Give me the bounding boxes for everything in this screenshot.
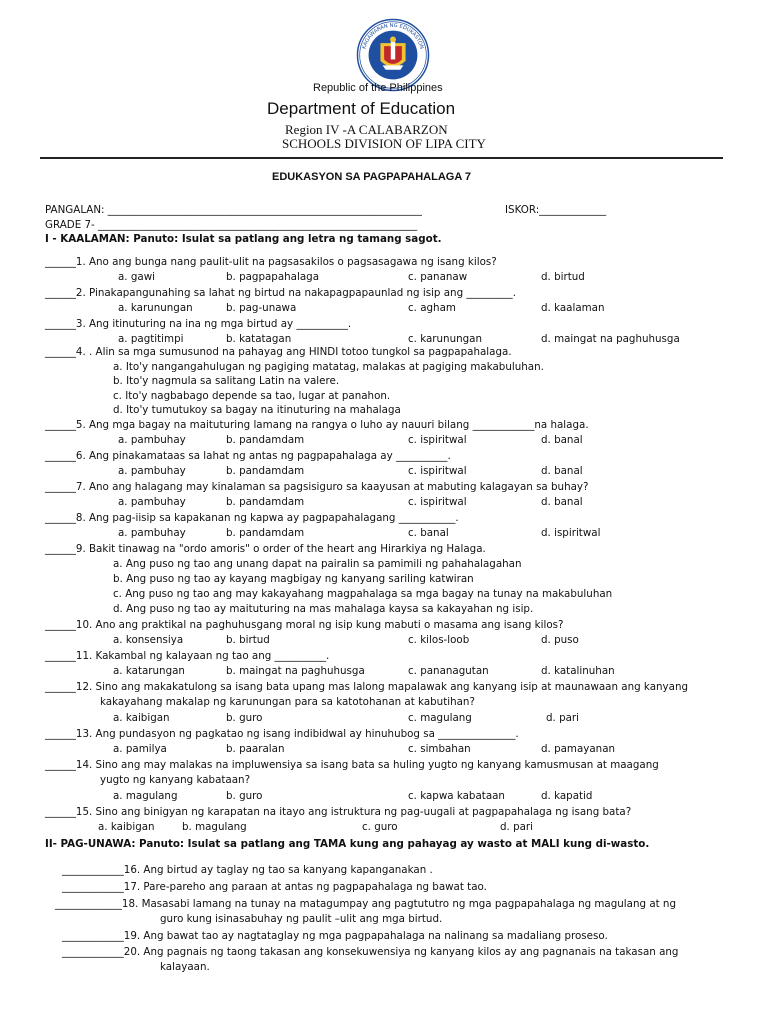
q10-choice-c: c. kilos-loob bbox=[408, 634, 470, 646]
statement-17: ____________17. Pare-pareho ang paraan at antas ng pagpapahalaga ng bawat tao. bbox=[62, 881, 487, 893]
q1-choice-a: a. gawi bbox=[118, 271, 155, 283]
q12-choice-c: c. magulang bbox=[408, 712, 472, 724]
q13-choice-d: d. pamayanan bbox=[541, 743, 616, 755]
exam-title: EDUKASYON SA PAGPAPAHALAGA 7 bbox=[272, 171, 472, 183]
q2-choice-d: d. kaalaman bbox=[541, 302, 605, 314]
statement-20-cont: kalayaan. bbox=[160, 961, 210, 973]
q6-choice-a: a. pambuhay bbox=[118, 465, 186, 477]
question-6: ______6. Ang pinakamataas sa lahat ng antas ng pagpapahalaga ay __________. bbox=[45, 450, 451, 462]
republic-line: Republic of the Philippines bbox=[313, 82, 443, 94]
q13-choice-b: b. paaralan bbox=[226, 743, 285, 755]
q4-choice-b: b. Ito'y nagmula sa salitang Latin na valere. bbox=[113, 375, 340, 387]
q3-choice-a: a. pagtitimpi bbox=[118, 333, 184, 345]
q13-choice-a: a. pamilya bbox=[113, 743, 167, 755]
q1-choice-c: c. pananaw bbox=[408, 271, 468, 283]
question-15: ______15. Sino ang binigyan ng karapatan na itayo ang istruktura ng pag-uugali at pagpapahalaga ng isang bata? bbox=[45, 806, 632, 818]
q2-choice-b: b. pag-unawa bbox=[226, 302, 297, 314]
q11-choice-c: c. pananagutan bbox=[408, 665, 489, 677]
q1-choice-b: b. pagpapahalaga bbox=[226, 271, 320, 283]
question-1: ______1. Ano ang bunga nang paulit-ulit na pagsasakilos o pagsasagawa ng isang kilos? bbox=[45, 256, 497, 268]
part2-heading: II- PAG-UNAWA: Panuto: Isulat sa patlang ang TAMA kung ang pahayag ay wasto at MALI kung di-wasto. bbox=[45, 838, 650, 850]
q1-choice-d: d. birtud bbox=[541, 271, 585, 283]
q4-choice-c: c. Ito'y nagbabago depende sa tao, lugar at panahon. bbox=[113, 390, 391, 402]
statement-19: ____________19. Ang bawat tao ay nagtataglay ng mga pagpapahalaga na nalinang sa madaliang proseso. bbox=[62, 930, 608, 942]
q3-choice-d: d. maingat na paghuhusga bbox=[541, 333, 680, 345]
score-field[interactable]: ISKOR:_____________ bbox=[505, 204, 607, 216]
statement-16: ____________16. Ang birtud ay taglay ng tao sa kanyang kapanganakan . bbox=[62, 864, 433, 876]
q5-choice-c: c. ispiritwal bbox=[408, 434, 467, 446]
q8-choice-a: a. pambuhay bbox=[118, 527, 186, 539]
q8-choice-c: c. banal bbox=[408, 527, 449, 539]
question-5: ______5. Ang mga bagay na maituturing lamang na rangya o luho ay nauuri bilang ____________na halaga. bbox=[45, 419, 589, 431]
deped-seal-logo bbox=[356, 18, 430, 92]
q13-choice-c: c. simbahan bbox=[408, 743, 471, 755]
question-12-cont: kakayahang makalap ng karunungan para sa katotohanan at kabutihan? bbox=[100, 696, 475, 708]
q5-choice-a: a. pambuhay bbox=[118, 434, 186, 446]
question-8: ______8. Ang pag-iisip sa kapakanan ng kapwa ay pagpapahalagang ___________. bbox=[45, 512, 459, 524]
department-title: Department of Education bbox=[267, 99, 456, 118]
question-2: ______2. Pinakapangunahing sa lahat ng birtud na nakapagpapaunlad ng isip ang _________. bbox=[45, 287, 516, 299]
q11-choice-b: b. maingat na paghuhusga bbox=[226, 665, 365, 677]
q12-choice-b: b. guro bbox=[226, 712, 263, 724]
q3-choice-b: b. katatagan bbox=[226, 333, 292, 345]
q14-choice-a: a. magulang bbox=[113, 790, 178, 802]
name-field[interactable]: PANGALAN: _____________________________________________________________ bbox=[45, 204, 422, 216]
seal-text-bottom: REPUBLIKA NG PILIPINAS bbox=[372, 67, 414, 81]
q6-choice-c: c. ispiritwal bbox=[408, 465, 467, 477]
question-4: ______4. . Alin sa mga sumusunod na pahayag ang HINDI totoo tungkol sa pagpapahalaga. bbox=[45, 346, 512, 358]
q10-choice-d: d. puso bbox=[541, 634, 579, 646]
q4-choice-a: a. Ito'y nangangahulugan ng pagiging matatag, malakas at pagiging makabuluhan. bbox=[113, 361, 544, 373]
part1-heading: I - KAALAMAN: Panuto: Isulat sa patlang ang letra ng tamang sagot. bbox=[45, 233, 442, 245]
q6-choice-d: d. banal bbox=[541, 465, 583, 477]
statement-20: ____________20. Ang pagnais ng taong takasan ang konsekuwensiya ng kanyang kilos ay ang pagnanais na takasan ang bbox=[62, 946, 679, 958]
q10-choice-a: a. konsensiya bbox=[113, 634, 184, 646]
question-12: ______12. Sino ang makakatulong sa isang bata upang mas lalong mapalawak ang kanyang isip at maunawaan ang kanyang bbox=[45, 681, 689, 693]
question-14-cont: yugto ng kanyang kabataan? bbox=[100, 774, 251, 786]
q11-choice-d: d. katalinuhan bbox=[541, 665, 615, 677]
statement-18: _____________18. Masasabi lamang na tunay na matagumpay ang pagtututro ng mga pagpapahalaga ng magulang at ng bbox=[55, 898, 676, 910]
q4-choice-d: d. Ito'y tumutukoy sa bagay na itinuturing na mahalaga bbox=[113, 404, 401, 416]
q9-choice-a: a. Ang puso ng tao ang unang dapat na pairalin sa pamimili ng pahahalagahan bbox=[113, 558, 522, 570]
q14-choice-c: c. kapwa kabataan bbox=[408, 790, 505, 802]
q9-choice-d: d. Ang puso ng tao ay maituturing na mas mahalaga kaysa sa kakayahan ng isip. bbox=[113, 603, 534, 615]
q15-choice-a: a. kaibigan bbox=[98, 821, 155, 833]
question-3: ______3. Ang itinuturing na ina ng mga birtud ay __________. bbox=[45, 318, 352, 330]
question-14: ______14. Sino ang may malakas na impluwensiya sa isang bata sa huling yugto ng kanyang kamusmusan at maagang bbox=[45, 759, 659, 771]
region-line: Region IV -A CALABARZON bbox=[285, 122, 448, 137]
q15-choice-c: c. guro bbox=[362, 821, 398, 833]
question-13: ______13. Ang pundasyon ng pagkatao ng isang indibidwal ay hinuhubog sa _______________. bbox=[45, 728, 519, 740]
seal-text-top: KAGAWARAN NG EDUKASYON bbox=[361, 22, 425, 50]
q8-choice-b: b. pandamdam bbox=[226, 527, 305, 539]
q2-choice-a: a. karunungan bbox=[118, 302, 193, 314]
q14-choice-d: d. kapatid bbox=[541, 790, 593, 802]
q7-choice-a: a. pambuhay bbox=[118, 496, 186, 508]
question-9: ______9. Bakit tinawag na "ordo amoris" o order of the heart ang Hirarkiya ng Halaga. bbox=[45, 543, 486, 555]
q12-choice-a: a. kaibigan bbox=[113, 712, 170, 724]
statement-18-cont: guro kung isinasabuhay ng paulit –ulit ang mga birtud. bbox=[160, 913, 443, 925]
question-7: ______7. Ano ang halagang may kinalaman sa pagsisiguro sa kaayusan at mabuting kalagayan sa buhay? bbox=[45, 481, 589, 493]
q14-choice-b: b. guro bbox=[226, 790, 263, 802]
header-divider bbox=[40, 157, 723, 159]
q7-choice-b: b. pandamdam bbox=[226, 496, 305, 508]
q7-choice-d: d. banal bbox=[541, 496, 583, 508]
q9-choice-c: c. Ang puso ng tao ang may kakayahang magpahalaga sa mga bagay na tunay na makabuluhan bbox=[113, 588, 613, 600]
q15-choice-d: d. pari bbox=[500, 821, 534, 833]
q6-choice-b: b. pandamdam bbox=[226, 465, 305, 477]
q5-choice-b: b. pandamdam bbox=[226, 434, 305, 446]
q9-choice-b: b. Ang puso ng tao ay kayang magbigay ng kanyang sariling katwiran bbox=[113, 573, 474, 585]
q5-choice-d: d. banal bbox=[541, 434, 583, 446]
q11-choice-a: a. katarungan bbox=[113, 665, 185, 677]
question-10: ______10. Ano ang praktikal na paghuhusgang moral ng isip kung mabuti o masama ang isang kilos? bbox=[45, 619, 564, 631]
question-11: ______11. Kakambal ng kalayaan ng tao ang __________. bbox=[45, 650, 330, 662]
grade-field[interactable]: GRADE 7- ______________________________________________________________ bbox=[45, 219, 418, 231]
q8-choice-d: d. ispiritwal bbox=[541, 527, 601, 539]
q12-choice-d: d. pari bbox=[546, 712, 580, 724]
division-line: SCHOOLS DIVISION OF LIPA CITY bbox=[282, 136, 486, 151]
q15-choice-b: b. magulang bbox=[182, 821, 247, 833]
q7-choice-c: c. ispiritwal bbox=[408, 496, 467, 508]
q2-choice-c: c. agham bbox=[408, 302, 456, 314]
q10-choice-b: b. birtud bbox=[226, 634, 270, 646]
q3-choice-c: c. karunungan bbox=[408, 333, 483, 345]
